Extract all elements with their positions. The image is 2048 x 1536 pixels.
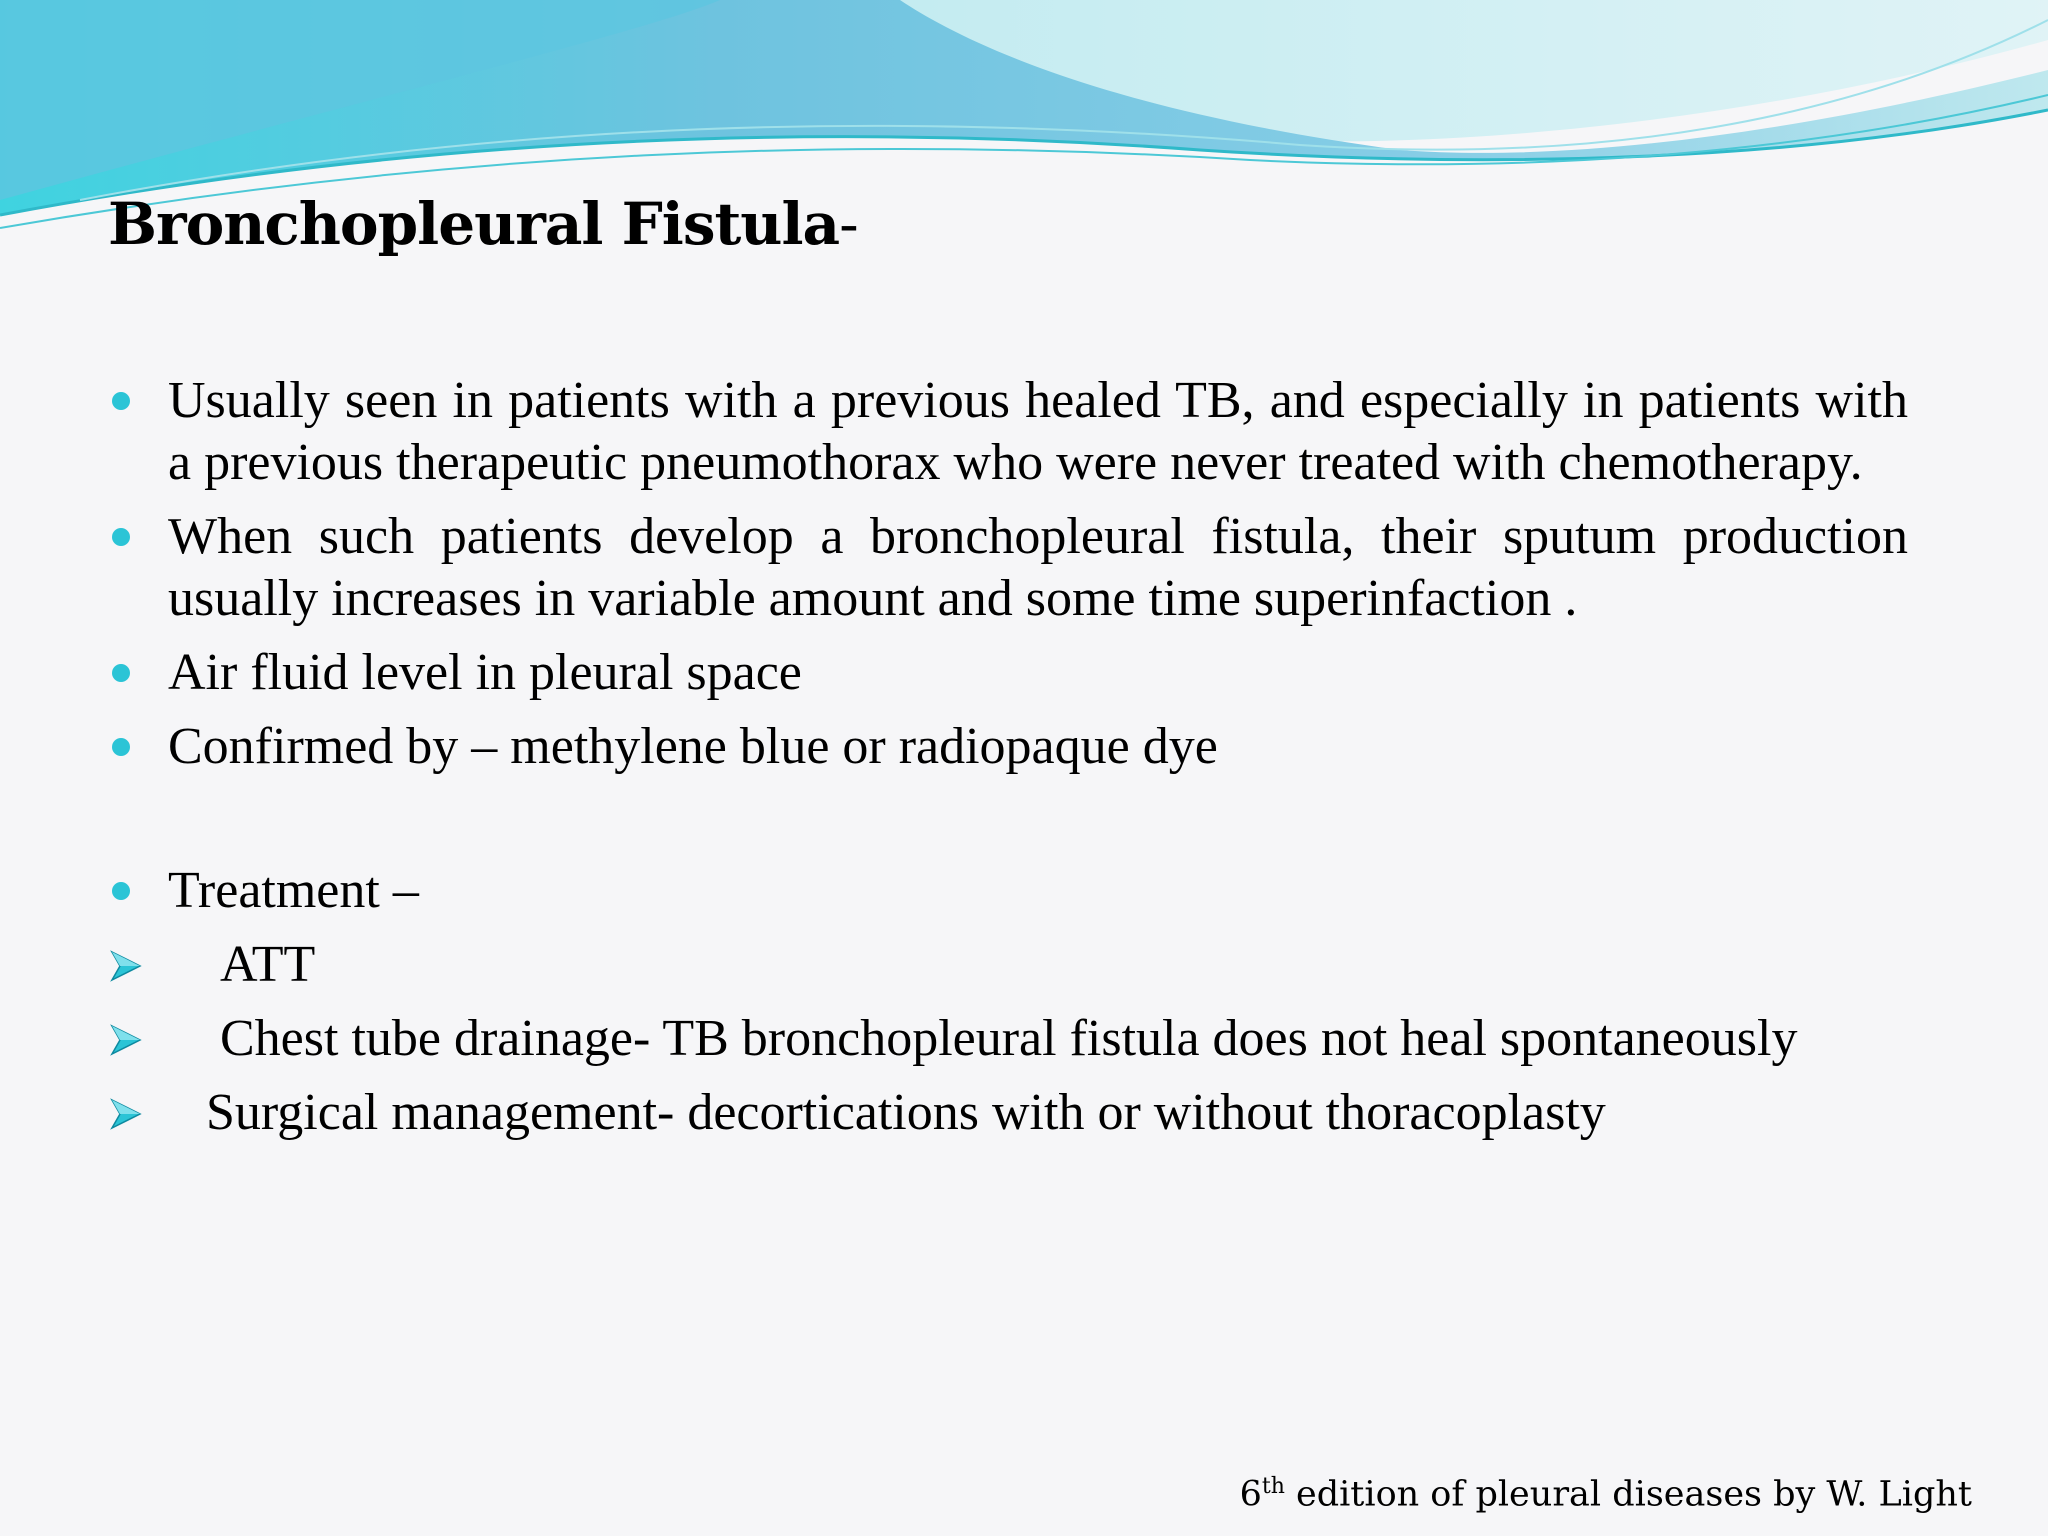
- bullet-text: Treatment –: [168, 862, 419, 919]
- arrow-bullet-icon: [108, 1096, 144, 1132]
- bullet-text: Confirmed by – methylene blue or radiopaque dye: [168, 718, 1218, 775]
- citation-footer: 6th edition of pleural diseases by W. Light: [1239, 1474, 1972, 1515]
- list-item: [108, 934, 1908, 996]
- list-item: [108, 860, 1908, 922]
- arrow-bullet-icon: [108, 1022, 144, 1058]
- list-item: [108, 1082, 1908, 1144]
- bullet-list: [108, 370, 1908, 1156]
- bullet-text: Usually seen in patients with a previous healed TB, and especially in patients with a previous therapeutic pneumothorax who were never treated with chemotherapy.: [168, 372, 1908, 491]
- list-item: [108, 642, 1908, 704]
- bullet-dot-icon: [112, 882, 130, 900]
- bullet-text: Air fluid level in pleural space: [168, 644, 802, 701]
- slide-title: Bronchopleural Fistula-: [108, 190, 858, 258]
- bullet-dot-icon: [112, 392, 130, 410]
- list-item: [108, 1008, 1908, 1070]
- list-item: [108, 370, 1908, 494]
- arrow-bullet-icon: [108, 948, 144, 984]
- bullet-text: Chest tube drainage- TB bronchopleural fistula does not heal spontaneously: [220, 1010, 1798, 1067]
- bullet-text: When such patients develop a bronchopleural fistula, their sputum production usually increases in variable amount and some time superinfaction .: [168, 508, 1908, 627]
- bullet-dot-icon: [112, 738, 130, 756]
- bullet-text: ATT: [220, 936, 316, 993]
- list-item: [108, 716, 1908, 778]
- bullet-dot-icon: [112, 664, 130, 682]
- bullet-text: Surgical management- decortications with or without thoracoplasty: [206, 1084, 1606, 1141]
- list-item: [108, 506, 1908, 630]
- bullet-dot-icon: [112, 528, 130, 546]
